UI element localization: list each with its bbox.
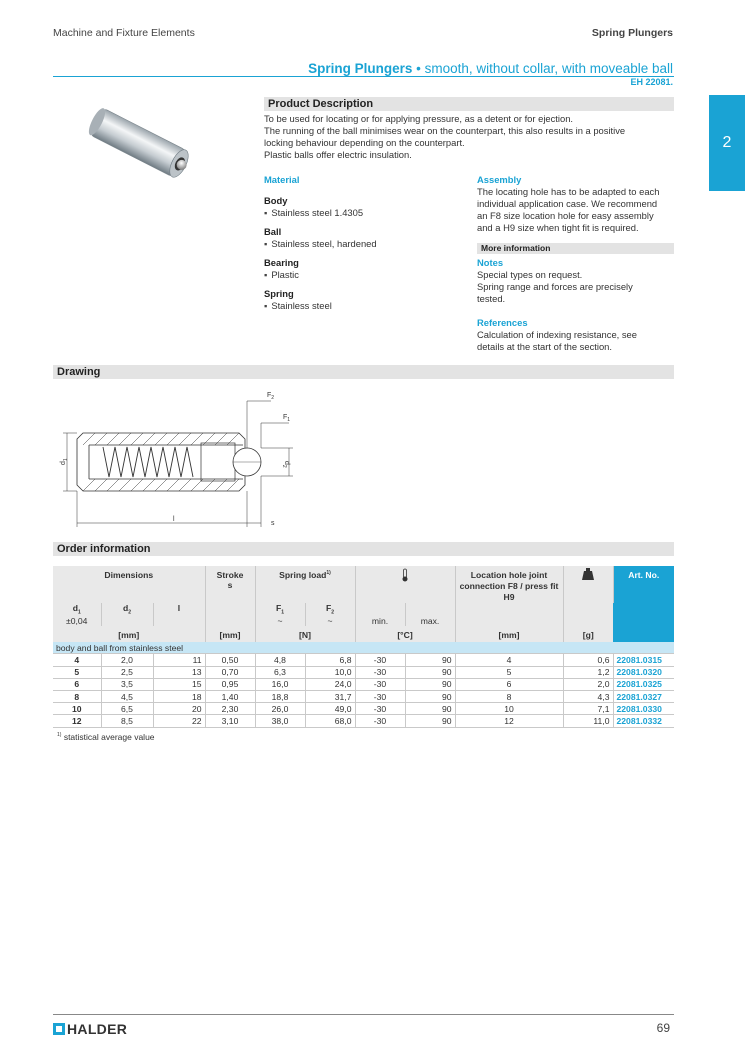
body-value: ▪ Stainless steel 1.4305 bbox=[264, 207, 464, 219]
table-cell: 13 bbox=[153, 666, 205, 678]
assembly-line: individual application case. We recommend bbox=[477, 198, 658, 209]
material-heading: Material bbox=[264, 174, 300, 185]
table-cell: 38,0 bbox=[255, 715, 305, 727]
table-cell: 7,1 bbox=[563, 703, 613, 715]
table-cell: 90 bbox=[405, 690, 455, 702]
table-cell: 0,6 bbox=[563, 654, 613, 666]
notes-line: tested. bbox=[477, 293, 506, 304]
stroke-unit: [mm] bbox=[205, 626, 255, 642]
ball-label: Ball bbox=[264, 226, 282, 237]
table-cell: 11,0 bbox=[563, 715, 613, 727]
notes-line: Spring range and forces are precisely bbox=[477, 281, 633, 292]
table-row bbox=[53, 666, 674, 678]
table-cell: 4 bbox=[455, 654, 563, 666]
table-cell: 8 bbox=[53, 690, 101, 702]
table-cell: 90 bbox=[405, 715, 455, 727]
table-cell: 1,40 bbox=[205, 690, 255, 702]
weight-icon bbox=[563, 566, 613, 603]
art-no-header: Art. No. bbox=[613, 566, 674, 642]
table-cell: 90 bbox=[405, 703, 455, 715]
table-cell: 4,8 bbox=[255, 654, 305, 666]
table-cell: 12 bbox=[53, 715, 101, 727]
references-line: details at the start of the section. bbox=[477, 341, 612, 352]
f1-header: $F_1$ ~ bbox=[255, 603, 305, 626]
references-heading: References bbox=[477, 317, 528, 328]
table-cell: 4,5 bbox=[101, 690, 153, 702]
table-cell: 0,95 bbox=[205, 678, 255, 690]
table-cell: 4,3 bbox=[563, 690, 613, 702]
table-cell: -30 bbox=[355, 654, 405, 666]
table-cell: -30 bbox=[355, 678, 405, 690]
article-number-cell[interactable]: 22081.0325 bbox=[613, 678, 674, 690]
article-number-cell[interactable]: 22081.0327 bbox=[613, 690, 674, 702]
pd-line: locking behaviour depending on the counterpart. bbox=[264, 137, 465, 148]
title-divider bbox=[53, 76, 674, 77]
article-number-cell[interactable]: 22081.0330 bbox=[613, 703, 674, 715]
table-cell: 6,5 bbox=[101, 703, 153, 715]
table-cell: -30 bbox=[355, 666, 405, 678]
length-label: l bbox=[173, 516, 175, 523]
table-cell: 16,0 bbox=[255, 678, 305, 690]
pd-line: Plastic balls offer electric insulation. bbox=[264, 149, 412, 160]
body-label: Body bbox=[264, 195, 288, 206]
table-cell: 10,0 bbox=[305, 666, 355, 678]
material-group-row: body and ball from stainless steel bbox=[53, 642, 674, 654]
table-cell: 15 bbox=[153, 678, 205, 690]
table-cell: 18 bbox=[153, 690, 205, 702]
table-cell: 90 bbox=[405, 654, 455, 666]
assembly-line: The locating hole has to be adapted to each bbox=[477, 186, 660, 197]
product-description-text bbox=[264, 113, 674, 161]
logo-icon bbox=[53, 1023, 65, 1035]
article-number-cell[interactable]: 22081.0332 bbox=[613, 715, 674, 727]
table-cell: 6 bbox=[455, 678, 563, 690]
table-cell: 90 bbox=[405, 678, 455, 690]
drawing-heading: Drawing bbox=[53, 365, 674, 379]
table-cell: 3,5 bbox=[101, 678, 153, 690]
table-cell: 31,7 bbox=[305, 690, 355, 702]
page-number: 69 bbox=[656, 1021, 670, 1035]
table-cell: 49,0 bbox=[305, 703, 355, 715]
table-cell: 0,70 bbox=[205, 666, 255, 678]
stroke-sub-header bbox=[205, 603, 255, 626]
notes-line: Special types on request. bbox=[477, 269, 583, 280]
dim-unit: [mm] bbox=[53, 626, 205, 642]
table-row bbox=[53, 703, 674, 715]
title-bullet: • bbox=[412, 61, 425, 76]
force-unit: [N] bbox=[255, 626, 355, 642]
footer-divider bbox=[53, 1014, 674, 1015]
thermometer-icon bbox=[355, 566, 455, 603]
table-cell: 5 bbox=[53, 666, 101, 678]
order-table bbox=[53, 566, 674, 728]
table-cell: 0,50 bbox=[205, 654, 255, 666]
table-cell: 20 bbox=[153, 703, 205, 715]
hole-sub-header bbox=[455, 603, 563, 626]
spring-label: Spring bbox=[264, 288, 294, 299]
table-cell: 2,0 bbox=[563, 678, 613, 690]
ball-value: ▪ Stainless steel, hardened bbox=[264, 238, 464, 250]
page-title bbox=[308, 61, 673, 76]
product-code: EH 22081. bbox=[630, 77, 673, 87]
table-cell: -30 bbox=[355, 703, 405, 715]
d2-header: $d_2$ bbox=[101, 603, 153, 626]
table-cell: 10 bbox=[53, 703, 101, 715]
table-cell: 6,3 bbox=[255, 666, 305, 678]
dimensions-header: Dimensions bbox=[53, 566, 205, 603]
spring-value: ▪ Stainless steel bbox=[264, 300, 464, 312]
table-cell: -30 bbox=[355, 715, 405, 727]
location-hole-header: Location hole joint connection F8 / press fit H9 bbox=[455, 566, 563, 603]
weight-unit: [g] bbox=[563, 626, 613, 642]
references-line: Calculation of indexing resistance, see bbox=[477, 329, 637, 340]
footnote: $^{1)}$ statistical average value bbox=[57, 732, 155, 742]
assembly-line: and a H9 size when tight fit is required. bbox=[477, 222, 639, 233]
table-cell: 2,5 bbox=[101, 666, 153, 678]
f1-label: $F_1$ bbox=[283, 414, 291, 423]
chapter-tab: 2 bbox=[709, 95, 745, 191]
table-cell: 12 bbox=[455, 715, 563, 727]
material-section bbox=[264, 174, 464, 312]
article-number-cell[interactable]: 22081.0320 bbox=[613, 666, 674, 678]
table-cell: 5 bbox=[455, 666, 563, 678]
weight-sub-header bbox=[563, 603, 613, 626]
title-rest: smooth, without collar, with moveable ball bbox=[424, 61, 673, 76]
notes-heading: Notes bbox=[477, 257, 504, 268]
bearing-value: ▪ Plastic bbox=[264, 269, 464, 281]
stroke-header: Stroke s bbox=[205, 566, 255, 603]
table-row bbox=[53, 678, 674, 690]
assembly-line: an F8 size location hole for easy assembly bbox=[477, 210, 654, 221]
table-cell: 90 bbox=[405, 666, 455, 678]
table-row bbox=[53, 690, 674, 702]
d2-label: $d_2$ bbox=[281, 461, 290, 468]
table-cell: 8 bbox=[455, 690, 563, 702]
table-row bbox=[53, 654, 674, 666]
table-cell: 26,0 bbox=[255, 703, 305, 715]
table-cell: 2,0 bbox=[101, 654, 153, 666]
product-photo bbox=[82, 98, 212, 198]
table-cell: -30 bbox=[355, 690, 405, 702]
header-category: Machine and Fixture Elements bbox=[53, 27, 195, 39]
pd-line: To be used for locating or for applying pressure, as a detent or for ejection. bbox=[264, 113, 574, 124]
table-cell: 2,30 bbox=[205, 703, 255, 715]
stroke-label: s bbox=[271, 520, 275, 527]
notes-section bbox=[477, 257, 674, 353]
d1-header: $d_1$ ±0,04 bbox=[53, 603, 101, 626]
max-header: max. bbox=[405, 603, 455, 626]
assembly-heading: Assembly bbox=[477, 174, 522, 185]
title-main: Spring Plungers bbox=[308, 61, 413, 76]
table-cell: 22 bbox=[153, 715, 205, 727]
pd-line: The running of the ball minimises wear on the counterpart, this also results in a positive bbox=[264, 125, 626, 136]
table-cell: 6,8 bbox=[305, 654, 355, 666]
article-number-cell[interactable]: 22081.0315 bbox=[613, 654, 674, 666]
spring-load-header: Spring load$^{1)}$ bbox=[255, 566, 355, 603]
order-information-heading: Order information bbox=[53, 542, 674, 556]
f2-header: $F_2$ ~ bbox=[305, 603, 355, 626]
min-header: min. bbox=[355, 603, 405, 626]
table-cell: 18,8 bbox=[255, 690, 305, 702]
temp-unit: [°C] bbox=[355, 626, 455, 642]
product-description-heading: Product Description bbox=[264, 97, 674, 111]
technical-drawing bbox=[53, 385, 313, 535]
table-cell: 24,0 bbox=[305, 678, 355, 690]
bearing-label: Bearing bbox=[264, 257, 299, 268]
table-cell: 4 bbox=[53, 654, 101, 666]
more-information-heading: More information bbox=[477, 243, 674, 254]
table-cell: 3,10 bbox=[205, 715, 255, 727]
hole-unit: [mm] bbox=[455, 626, 563, 642]
table-cell: 1,2 bbox=[563, 666, 613, 678]
d1-label: $d_1$ bbox=[60, 458, 69, 465]
table-cell: 11 bbox=[153, 654, 205, 666]
table-cell: 10 bbox=[455, 703, 563, 715]
table-cell: 8,5 bbox=[101, 715, 153, 727]
halder-logo: HALDER bbox=[53, 1021, 127, 1037]
assembly-section bbox=[477, 174, 674, 234]
l-header: l bbox=[153, 603, 205, 626]
table-cell: 68,0 bbox=[305, 715, 355, 727]
header-section: Spring Plungers bbox=[591, 27, 673, 39]
table-row bbox=[53, 715, 674, 727]
table-cell: 6 bbox=[53, 678, 101, 690]
f2-label: $F_2$ bbox=[267, 392, 275, 401]
